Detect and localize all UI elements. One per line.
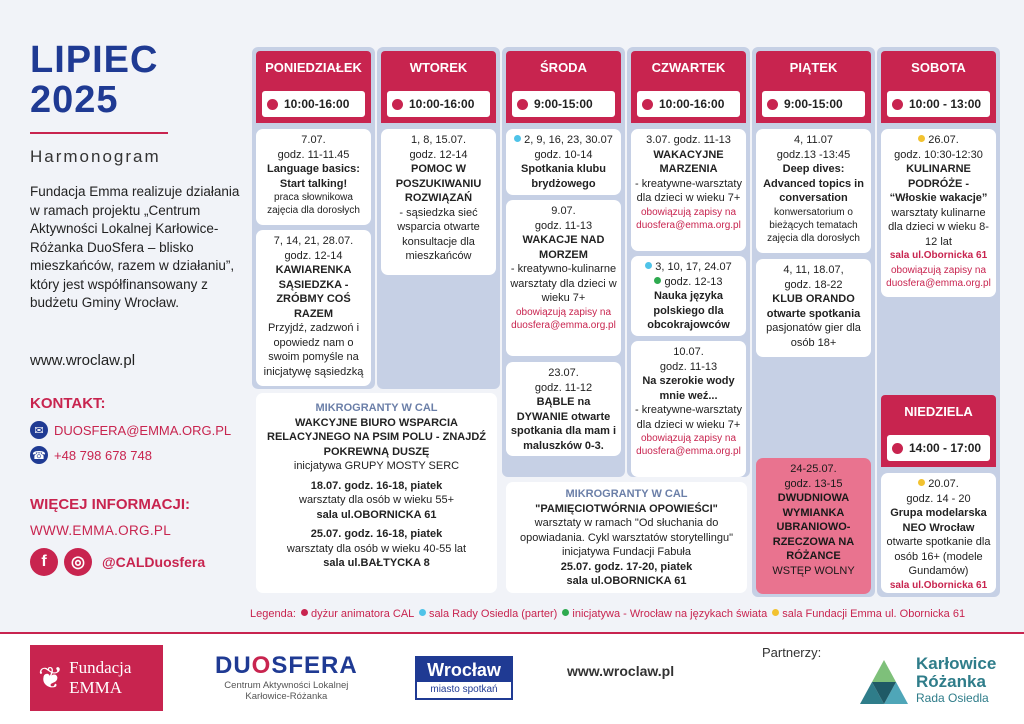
day-header-friday: PIĄTEK [756, 51, 871, 85]
event-card-wed3: 23.07. godz. 11-12 BĄBLE na DYWANIE otwarte spotkania dla mam i maluszków 0-3. [506, 362, 621, 456]
microgrant-card-2: MIKROGRANTY W CAL "PAMIĘCIOTWÓRNIA OPOWIEŚCI" warsztaty w ramach "Od słuchania do opowiadania. Cykl warsztatów storytellingu" inicjatywa Fundacji Fabuła 25.07. godz. 17-20, piatek sala ul.OBORNICKA 61 [506, 482, 747, 593]
legend-dot-emma [772, 609, 779, 616]
hours-tuesday: 10:00-16:00 [385, 89, 492, 119]
event-card-sat1: 26.07. godz. 10:30-12:30 KULINARNE PODRÓŻE - “Włoskie wakacje” warsztaty kulinarne dla dzieci w wieku 8-12 lat sala ul.Obornicka 61 obowiązują zapisy na duosfera@emma.org.pl [881, 129, 996, 297]
legend-dot-rada [419, 609, 426, 616]
more-info-heading: WIĘCEJ INFORMACJI: [30, 496, 191, 513]
hours-thursday: 10:00-16:00 [635, 89, 742, 119]
website-text[interactable]: www.wroclaw.pl [30, 352, 136, 369]
emma-website-link[interactable]: WWW.EMMA.ORG.PL [30, 523, 171, 538]
legend-item-rada: sala Rady Osiedla (parter) [419, 608, 557, 620]
time-wrap-thursday [631, 85, 746, 123]
day-header-monday: PONIEDZIAŁEK [256, 51, 371, 85]
hours-friday: 9:00-15:00 [760, 89, 867, 119]
partners-label: Partnerzy: [762, 645, 822, 660]
day-header-sunday: NIEDZIELA [881, 395, 996, 429]
duosfera-logo: DUOSFERA Centrum Aktywności Lokalnej Karłowice-Różanka [215, 652, 358, 702]
hours-monday: 10:00-16:00 [260, 89, 367, 119]
email-row[interactable] [30, 421, 231, 439]
event-card-tue1: 1, 8, 15.07. godz. 12-14 POMOC W POSZUKIWANIU ROZWIĄZAŃ - sąsiedzka sieć wsparcia otwarte konsultacje dla mieszkańców [381, 129, 496, 275]
intro-text: Fundacja Emma realizuje działania w ramach projektu „Centrum Aktywności Lokalnej Karłowice-Różanka DuoSfera – blisko mieszkańców, razem w działaniu”, który jest współfinansowany z budżetu Gminy Wrocław. [30, 184, 240, 310]
fundacja-emma-logo: ❦ Fundacja EMMA [30, 645, 163, 711]
animator-dot [892, 443, 903, 454]
animator-dot [892, 99, 903, 110]
email-text[interactable]: DUOSFERA@EMMA.ORG.PL [54, 422, 232, 438]
legend-dot-emma [918, 479, 925, 486]
tree-icon: ❦ [38, 661, 64, 695]
legend [250, 608, 965, 620]
legend-dot-animator [301, 609, 308, 616]
karlowice-rozanka-logo: Karłowice Różanka Rada Osiedla [858, 654, 996, 706]
event-card-thu3: 10.07. godz. 11-13 Na szerokie wody mnie weź... - kreatywne-warsztaty dla dzieci w wieku 7+ obowiązują zapisy na duosfera@emma.org.pl [631, 341, 746, 477]
animator-dot [767, 99, 778, 110]
event-card-mon2: 7, 14, 21, 28.07. godz. 12-14 KAWIARENKA SĄSIEDZKA - ZRÓBMY COŚ RAZEM Przyjdź, zadzwoń i opowiedz nam o swoim pomyśle na inicjatywę sąsiedzką [256, 230, 371, 386]
legend-label: Legenda: [250, 608, 296, 620]
social-row [30, 548, 205, 576]
animator-dot [517, 99, 528, 110]
phone-icon: ☎ [30, 446, 48, 464]
legend-item-animator: dyżur animatora CAL [301, 608, 414, 620]
hours-wednesday: 9:00-15:00 [510, 89, 617, 119]
legend-item-initiative: inicjatywa - Wrocław na językach świata [562, 608, 767, 620]
hours-sunday: 14:00 - 17:00 [885, 433, 992, 463]
day-header-tuesday: WTOREK [381, 51, 496, 85]
day-header-thursday: CZWARTEK [631, 51, 746, 85]
legend-dot-rada [514, 135, 521, 142]
day-header-wednesday: ŚRODA [506, 51, 621, 85]
social-handle[interactable]: @CALDuosfera [102, 554, 206, 570]
phone-text[interactable]: +48 798 678 748 [54, 447, 152, 463]
event-card-thu2: 3, 10, 17, 24.07 godz. 12-13 Nauka języka polskiego dla obcokrajowców [631, 256, 746, 336]
event-card-mon1: 7.07. godz. 11-11.45 Language basics: Start talking! praca słownikowa zajęcia dla dorosłych [256, 129, 371, 225]
time-wrap-tuesday [381, 85, 496, 123]
triangles-logo-icon [858, 654, 910, 706]
legend-dot-emma [918, 135, 925, 142]
title-year: 2025 [30, 79, 119, 121]
time-wrap-friday [756, 85, 871, 123]
subtitle: Harmonogram [30, 147, 161, 166]
time-wrap-sunday [881, 429, 996, 467]
event-card-wed2: 9.07. godz. 11-13 WAKACJE NAD MORZEM - kreatywno-kulinarne warsztaty dla dzieci w wieku 7+ obowiązują zapisy na duosfera@emma.org.pl [506, 200, 621, 356]
animator-dot [642, 99, 653, 110]
contact-heading: KONTAKT: [30, 395, 106, 412]
day-header-saturday: SOBOTA [881, 51, 996, 85]
title-divider [30, 132, 168, 134]
microgrant-card-1: MIKROGRANTY W CAL WAKCYJNE BIURO WSPARCIA RELACYJNEGO NA PSIM POLU - ZNAJDŹ POKREWNĄ DUSZĘ inicjatywa GRUPY MOSTY SERC 18.07. godz. 16-18, piatek warsztaty dla osób w wieku 55+ sala ul.OBORNICKA 61 25.07. godz. 16-18, piatek warsztaty dla osób w wieku 40-55 lat sala ul.BAŁTYCKA 8 [256, 393, 497, 593]
event-card-fri2: 4, 11, 18.07, godz. 18-22 KLUB ORANDO otwarte spotkania pasjonatów gier dla osób 18+ [756, 259, 871, 357]
legend-item-emma: sala Fundacji Emma ul. Obornicka 61 [772, 608, 965, 620]
time-wrap-monday [256, 85, 371, 123]
footer-website[interactable]: www.wroclaw.pl [567, 663, 675, 679]
wroclaw-logo: Wrocław miasto spotkań [415, 656, 513, 700]
time-wrap-saturday [881, 85, 996, 123]
time-wrap-wednesday [506, 85, 621, 123]
event-card-thu1: 3.07. godz. 11-13 WAKACYJNE MARZENIA - kreatywne-warsztaty dla dzieci w wieku 7+ obowiązują zapisy na duosfera@emma.org.pl [631, 129, 746, 251]
phone-row[interactable] [30, 446, 152, 464]
mail-icon: ✉ [30, 421, 48, 439]
event-card-wed1: 2, 9, 16, 23, 30.07 godz. 10-14 Spotkania klubu brydżowego [506, 129, 621, 195]
event-card-fri3: 24-25.07. godz. 13-15 DWUDNIOWA WYMIANKA UBRANIOWO-RZECZOWA NA RÓŻANCE WSTĘP WOLNY [756, 458, 871, 594]
instagram-icon[interactable]: ◎ [64, 548, 92, 576]
hours-saturday: 10:00 - 13:00 [885, 89, 992, 119]
title-month: LIPIEC [30, 39, 159, 81]
animator-dot [392, 99, 403, 110]
legend-dot-rada [645, 262, 652, 269]
animator-dot [267, 99, 278, 110]
legend-dot-initiative [562, 609, 569, 616]
legend-dot-initiative [654, 277, 661, 284]
event-card-sun1: 20.07. godz. 14 - 20 Grupa modelarska NEO Wrocław otwarte spotkanie dla osób 16+ (modele Gundamów) sala ul.Obornicka 61 [881, 473, 996, 593]
facebook-icon[interactable]: f [30, 548, 58, 576]
event-card-fri1: 4, 11.07 godz.13 -13:45 Deep dives: Advanced topics in conversation konwersatorium o bieżących tematach zajęcia dla dorosłych [756, 129, 871, 253]
